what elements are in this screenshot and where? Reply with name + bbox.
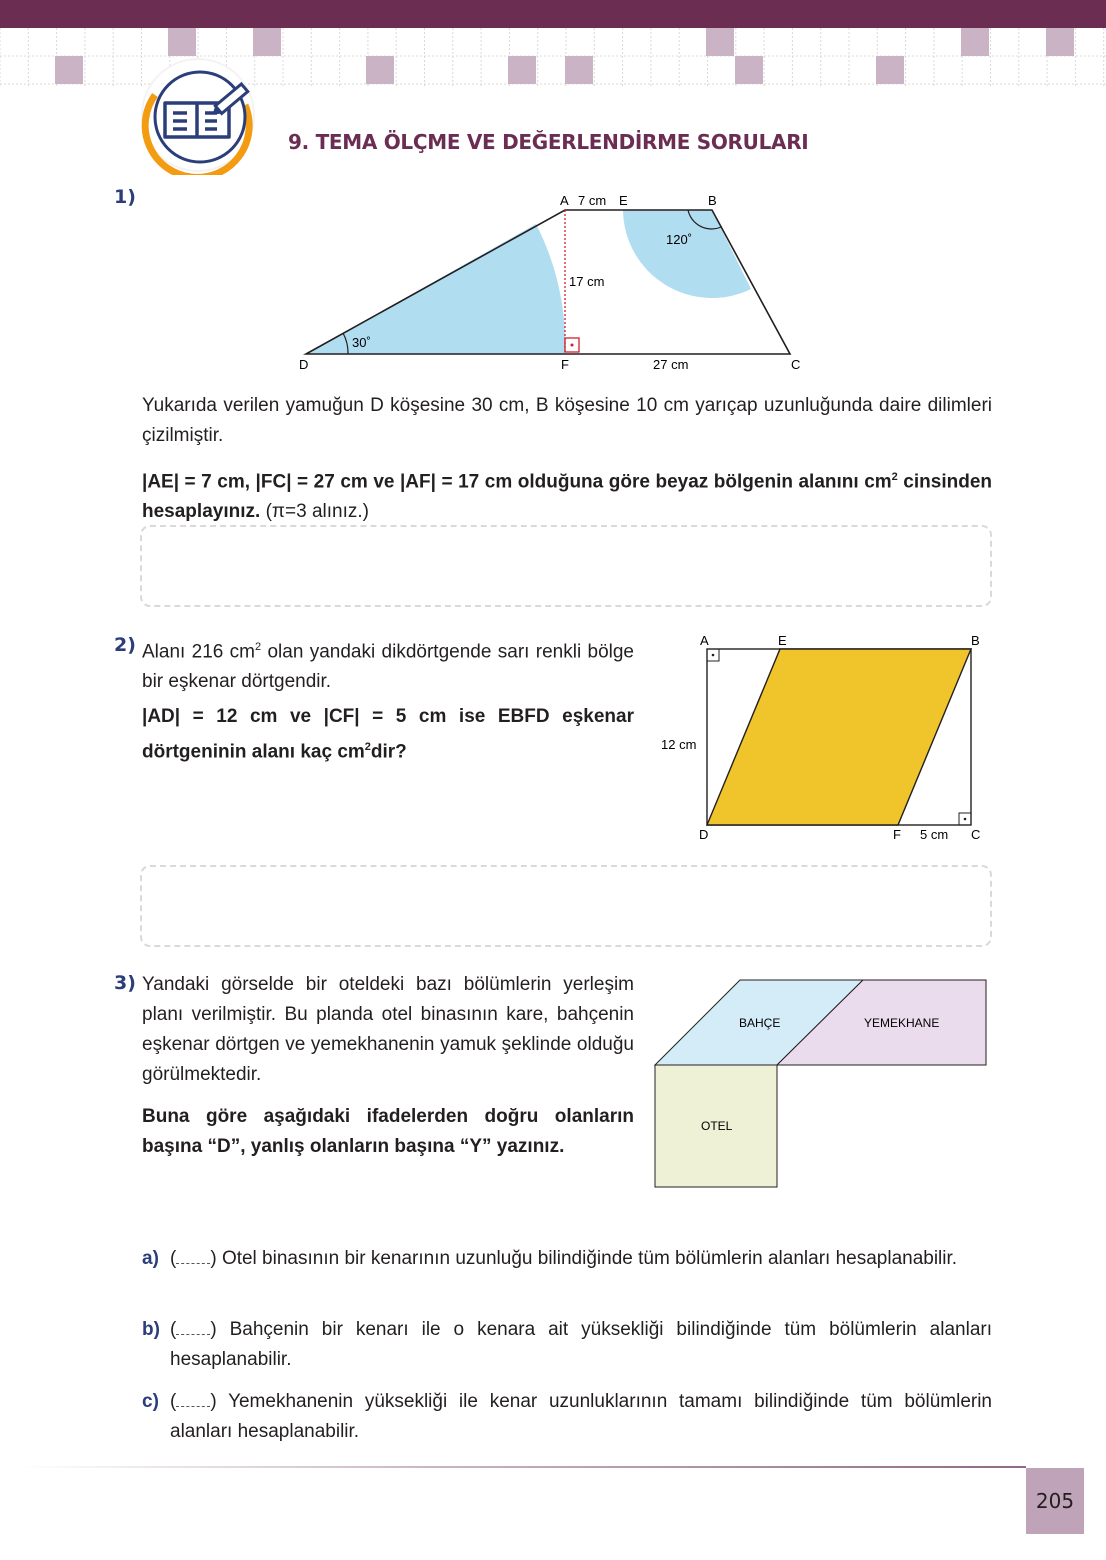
footer-line bbox=[20, 1466, 1026, 1468]
label-hotel: OTEL bbox=[701, 1119, 733, 1133]
q3-option-a: a) ( ) Otel binasının bir kenarının uzunluğu bilindiğinde tüm bölümlerin alanları hesaplanabilir. bbox=[142, 1244, 992, 1274]
page-title: 9. TEMA ÖLÇME VE DEĞERLENDİRME SORULARI bbox=[288, 130, 809, 154]
option-a-text: Otel binasının bir kenarının uzunluğu bilindiğinde tüm bölümlerin alanları hesaplanabilir. bbox=[221, 1248, 958, 1269]
q3-hotel-plan bbox=[650, 975, 995, 1195]
option-b-label: b) bbox=[142, 1319, 160, 1340]
label-fc: 5 cm bbox=[920, 827, 949, 842]
book-pencil-logo bbox=[135, 55, 265, 175]
q3-text: Yandaki görselde bir oteldeki bazı bölümlerin yerleşim planı verilmiştir. Bu planda otel binasının kare, bahçenin eşkenar dörtgen ve yemekhanenin yamuk şeklinde olduğu görülmektedir. bbox=[142, 974, 634, 1085]
rhombus-ebfd bbox=[707, 649, 971, 825]
page-number: 205 bbox=[1026, 1468, 1084, 1534]
label-a: A bbox=[700, 633, 709, 648]
q3-option-b: b) ( ) Bahçenin bir kenarı ile o kenara ait yüksekliği bilindiğinde tüm bölümlerin alanları hesaplanabilir. bbox=[142, 1315, 992, 1375]
q1-trapezoid-figure bbox=[290, 185, 820, 380]
q2-question: |AD| = 12 cm ve |CF| = 5 cm ise EBFD eşkenar dörtgeninin alanı kaç $cm^2dir$? bbox=[142, 706, 634, 763]
option-c-answer-blank[interactable] bbox=[176, 1392, 210, 1407]
label-angle-d: 30˚ bbox=[352, 335, 371, 350]
option-c-label: c) bbox=[142, 1391, 159, 1412]
option-a-label: a) bbox=[142, 1248, 159, 1269]
label-f: F bbox=[561, 357, 569, 372]
top-bar bbox=[0, 0, 1106, 28]
sector-b bbox=[623, 210, 751, 298]
q3-question: Buna göre aşağıdaki ifadelerden doğru olanların başına “D”, yanlış olanların başına “Y” yazınız. bbox=[142, 1106, 634, 1157]
q2-rectangle-figure bbox=[655, 630, 995, 850]
label-dining: YEMEKHANE bbox=[864, 1016, 940, 1030]
label-d: D bbox=[299, 357, 309, 372]
label-e: E bbox=[619, 193, 628, 208]
label-d: D bbox=[699, 827, 709, 842]
q2-text: Alanı 216 $cm^2$ olan yandaki dikdörtgende sarı renkli bölge bir eşkenar dörtgendir. bbox=[142, 641, 634, 693]
label-angle-b: 120˚ bbox=[666, 232, 693, 247]
question-2-number: 2) bbox=[114, 634, 136, 656]
q3-option-c: c) ( ) Yemekhanenin yüksekliği ile kenar uzunluklarının tamamı bilindiğinde tüm bölümlerin alanları hesaplanabilir. bbox=[142, 1387, 992, 1447]
label-garden: BAHÇE bbox=[739, 1016, 781, 1030]
option-c-text: Yemekhanenin yüksekliği ile kenar uzunluklarının tamamı bilindiğinde tüm bölümlerin alanları hesaplanabilir. bbox=[170, 1391, 992, 1442]
label-e: E bbox=[778, 633, 787, 648]
label-fc: 27 cm bbox=[653, 357, 689, 372]
label-b: B bbox=[708, 193, 717, 208]
sector-d bbox=[306, 224, 565, 354]
option-b-text: Bahçenin bir kenarı ile o kenara ait yüksekliği bilindiğinde tüm bölümlerin alanları hesaplanabilir. bbox=[170, 1319, 992, 1370]
label-b: B bbox=[971, 633, 980, 648]
label-f: F bbox=[893, 827, 901, 842]
label-ad: 12 cm bbox=[661, 737, 697, 752]
label-c: C bbox=[791, 357, 801, 372]
q1-text: Yukarıda verilen yamuğun D köşesine 30 cm, B köşesine 10 cm yarıçap uzunluğunda daire dilimleri çizilmiştir. bbox=[142, 395, 992, 446]
label-c: C bbox=[971, 827, 981, 842]
label-a: A bbox=[560, 193, 569, 208]
q1-note: (π=3 alınız.) bbox=[265, 501, 369, 523]
option-b-answer-blank[interactable] bbox=[176, 1320, 210, 1335]
q1-question: |AE| = 7 cm, |FC| = 27 cm ve |AF| = 17 cm olduğuna göre beyaz bölgenin alanını $cm^2$ cinsinden hesaplayınız. (π=3 alınız.) bbox=[142, 471, 992, 523]
question-1-number: 1) bbox=[114, 186, 136, 208]
option-a-answer-blank[interactable] bbox=[176, 1249, 210, 1264]
question-3-number: 3) bbox=[114, 972, 136, 994]
q2-answer-box[interactable] bbox=[140, 865, 992, 947]
q1-answer-box[interactable] bbox=[140, 525, 992, 607]
label-ae: 7 cm bbox=[578, 193, 607, 208]
label-af: 17 cm bbox=[569, 274, 605, 289]
